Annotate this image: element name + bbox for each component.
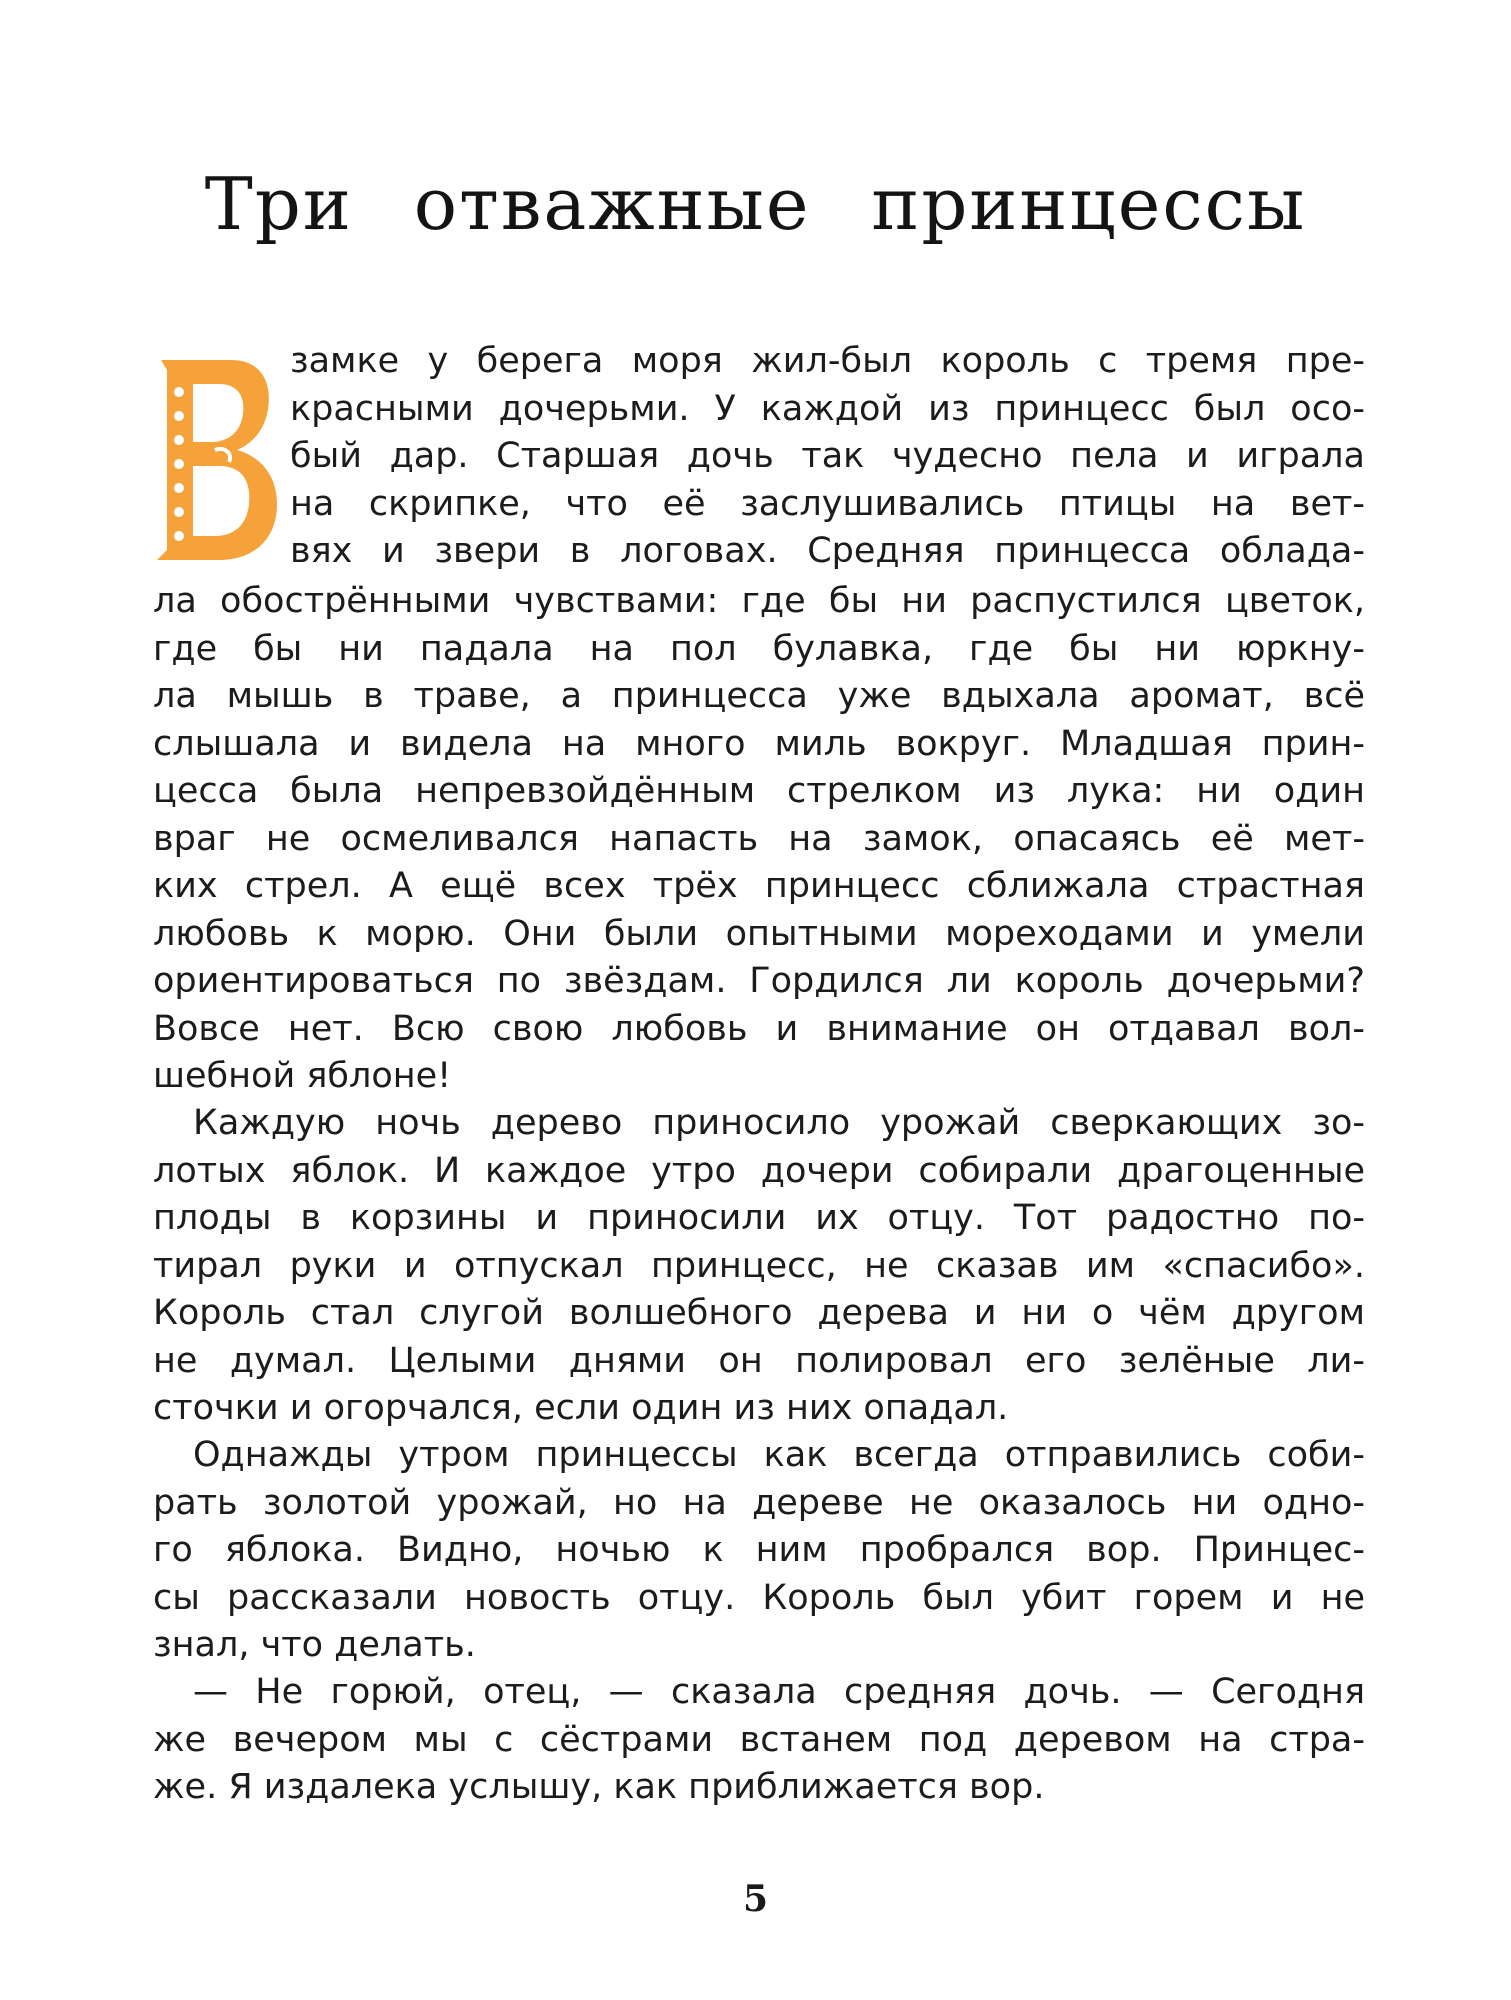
chapter-title: Три отважные принцессы <box>204 162 1307 246</box>
text-line: ориентироваться по звёздам. Гордился ли король дочерьми? <box>153 961 1365 1001</box>
text-line: бый дар. Старшая дочь так чудесно пела и играла <box>290 436 1365 476</box>
text-line: плоды в корзины и приносили их отцу. Тот радостно по- <box>153 1198 1365 1238</box>
text-line: Каждую ночь дерево приносило урожай сверкающих зо- <box>193 1103 1365 1143</box>
text-line: же вечером мы с сёстрами встанем под деревом на стра- <box>153 1719 1365 1760</box>
paragraph-4 <box>153 1669 1365 1812</box>
text-line: тирал руки и отпускал принцесс, не сказав им «спасибо». <box>153 1245 1365 1286</box>
text-line: ла обострёнными чувствами: где бы ни распустился цветок, <box>153 581 1365 621</box>
text-line: сточки и огорчался, если один из них опадал. <box>153 1388 1009 1428</box>
text-line: ла мышь в траве, а принцесса уже вдыхала аромат, всё <box>153 676 1365 716</box>
text-line: — Не горюй, отец, — сказала средняя дочь. — Сегодня <box>193 1672 1365 1712</box>
text-line: сы рассказали новость отцу. Король был убит горем и не <box>153 1577 1365 1618</box>
page-number: 5 <box>742 1878 769 1920</box>
intro-paragraph <box>153 338 1365 576</box>
text-line: замке у берега моря жил-был король с тремя пре- <box>290 341 1365 381</box>
paragraph-1 <box>153 578 1365 1101</box>
drop-cap-v <box>153 354 281 566</box>
text-line: ких стрел. А ещё всех трёх принцесс сближала страстная <box>153 866 1365 906</box>
paragraph-2 <box>153 1100 1365 1433</box>
text-line: на скрипке, что её заслушивались птицы на вет- <box>290 483 1365 524</box>
text-line: цесса была непревзойдённым стрелком из лука: ни один <box>153 771 1365 811</box>
text-line: Король стал слугой волшебного дерева и ни о чём другом <box>153 1293 1365 1333</box>
text-line: любовь к морю. Они были опытными мореходами и умели <box>153 913 1365 954</box>
text-line: вях и звери в логовах. Средняя принцесса облада- <box>290 531 1365 571</box>
text-line: лотых яблок. И каждое утро дочери собирали драгоценные <box>153 1150 1365 1191</box>
text-line: не думал. Целыми днями он полировал его зелёные ли- <box>153 1340 1365 1381</box>
text-line: слышала и видела на много миль вокруг. Младшая прин- <box>153 723 1365 764</box>
text-line: враг не осмеливался напасть на замок, опасаясь её мет- <box>153 818 1365 859</box>
text-line: где бы ни падала на пол булавка, где бы ни юркну- <box>153 628 1365 669</box>
text-line: знал, что делать. <box>153 1625 476 1665</box>
text-line: же. Я издалека услышу, как приближается вор. <box>153 1767 1045 1807</box>
text-line: шебной яблоне! <box>153 1056 452 1096</box>
text-line: го яблока. Видно, ночью к ним пробрался вор. Принцес- <box>153 1530 1365 1570</box>
paragraph-3 <box>153 1432 1365 1670</box>
text-line: красными дочерьми. У каждой из принцесс был осо- <box>290 388 1365 429</box>
text-line: рать золотой урожай, но на дереве не оказалось ни одно- <box>153 1482 1365 1523</box>
text-line: Однажды утром принцессы как всегда отправились соби- <box>193 1435 1365 1475</box>
text-line: Вовсе нет. Всю свою любовь и внимание он отдавал вол- <box>153 1008 1365 1049</box>
